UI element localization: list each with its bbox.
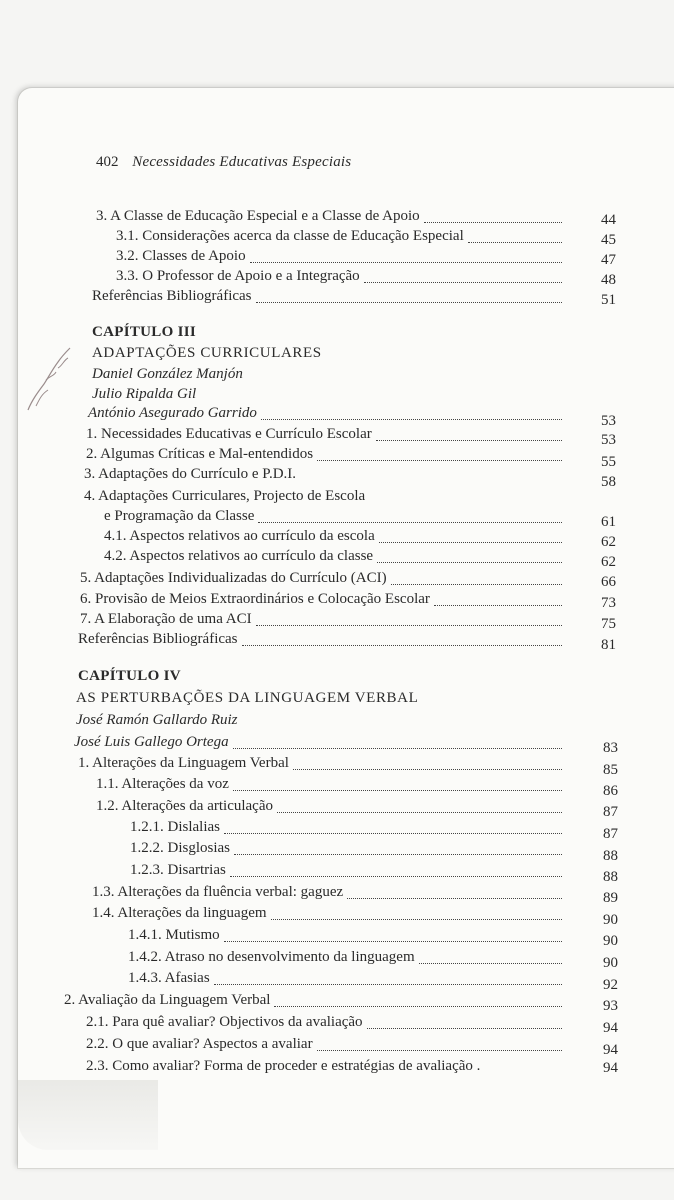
toc-entry: José Luis Gallego Ortega xyxy=(74,734,566,754)
toc-page: 44 xyxy=(601,212,616,228)
toc-page: 48 xyxy=(601,272,616,288)
toc-page: 89 xyxy=(603,890,618,906)
toc-page: 90 xyxy=(603,955,618,971)
toc-page: 88 xyxy=(603,869,618,885)
toc-page: 87 xyxy=(603,804,618,820)
toc-page: 45 xyxy=(601,232,616,248)
toc-entry: 3.2. Classes de Apoio xyxy=(116,248,566,268)
toc-entry: 1.4.2. Atraso no desenvolvimento da linguagem xyxy=(128,949,566,969)
toc-page: 81 xyxy=(601,637,616,653)
toc-page: 62 xyxy=(601,534,616,550)
toc-page: 58 xyxy=(601,474,616,490)
toc-entry: 2.2. O que avaliar? Aspectos a avaliar xyxy=(86,1036,566,1056)
toc-page: 62 xyxy=(601,554,616,570)
toc-page: 94 xyxy=(603,1020,618,1036)
book-title: Necessidades Educativas Especiais xyxy=(132,154,352,170)
chapter-author: Julio Ripalda Gil xyxy=(92,386,197,402)
toc-page: 92 xyxy=(603,977,618,993)
toc-page: 53 xyxy=(601,432,616,448)
toc-page: 47 xyxy=(601,252,616,268)
toc-entry: 1.2. Alterações da articulação xyxy=(96,798,566,818)
chapter-heading: CAPÍTULO IV xyxy=(78,668,181,684)
toc-entry: 6. Provisão de Meios Extraordinários e Colocação Escolar xyxy=(80,591,566,611)
chapter-title: AS PERTURBAÇÕES DA LINGUAGEM VERBAL xyxy=(76,690,419,706)
toc-page: 90 xyxy=(603,933,618,949)
toc-entry: 5. Adaptações Individualizadas do Currículo (ACI) xyxy=(80,570,566,590)
toc-page: 83 xyxy=(603,740,618,756)
toc-page: 55 xyxy=(601,454,616,470)
toc-entry: 4.2. Aspectos relativos ao currículo da classe xyxy=(104,548,566,568)
page-corner-shadow xyxy=(18,1080,158,1150)
toc-entry: 1. Alterações da Linguagem Verbal xyxy=(78,755,566,775)
toc-page: 94 xyxy=(603,1060,618,1076)
toc-page: 51 xyxy=(601,292,616,308)
toc-entry: 1.2.1. Dislalias xyxy=(130,819,566,839)
toc-entry: 1.1. Alterações da voz xyxy=(96,776,566,796)
toc-entry: 3.1. Considerações acerca da classe de Educação Especial xyxy=(116,228,566,248)
toc-entry: 1.4. Alterações da linguagem xyxy=(92,905,566,925)
toc-page: 73 xyxy=(601,595,616,611)
toc-entry: Referências Bibliográficas xyxy=(92,288,566,308)
toc-entry: 3. Adaptações do Currículo e P.D.I. xyxy=(84,466,297,482)
toc-page: 88 xyxy=(603,848,618,864)
toc-page: 75 xyxy=(601,616,616,632)
toc-page: 87 xyxy=(603,826,618,842)
toc-page: 66 xyxy=(601,574,616,590)
toc-entry: 4. Adaptações Curriculares, Projecto de Escola xyxy=(84,488,366,504)
toc-page: 90 xyxy=(603,912,618,928)
toc-entry: 4.1. Aspectos relativos ao currículo da escola xyxy=(104,528,566,548)
toc-page: 53 xyxy=(601,413,616,429)
toc-entry: 2.1. Para quê avaliar? Objectivos da avaliação xyxy=(86,1014,566,1034)
toc-entry: 2.3. Como avaliar? Forma de proceder e estratégias de avaliação . xyxy=(86,1058,481,1074)
toc-page: 85 xyxy=(603,762,618,778)
chapter-title: ADAPTAÇÕES CURRICULARES xyxy=(92,345,322,361)
page-number: 402 xyxy=(96,154,119,170)
toc-entry: 1.4.3. Afasias xyxy=(128,970,566,990)
toc-entry: 1.2.2. Disglosias xyxy=(130,840,566,860)
handwritten-annotation xyxy=(18,340,78,420)
toc-entry: 1.3. Alterações da fluência verbal: gaguez xyxy=(92,884,566,904)
toc-page: 93 xyxy=(603,998,618,1014)
chapter-author: José Ramón Gallardo Ruiz xyxy=(76,712,238,728)
toc-entry: 1. Necessidades Educativas e Currículo Escolar xyxy=(86,426,566,446)
running-header xyxy=(96,154,351,171)
toc-entry: 2. Algumas Críticas e Mal-entendidos xyxy=(86,446,566,466)
toc-entry: 3. A Classe de Educação Especial e a Classe de Apoio xyxy=(96,208,566,228)
chapter-heading: CAPÍTULO III xyxy=(92,324,197,340)
toc-page: 86 xyxy=(603,783,618,799)
toc-entry: 1.4.1. Mutismo xyxy=(128,927,566,947)
toc-entry: 3.3. O Professor de Apoio e a Integração xyxy=(116,268,566,288)
toc-page: 94 xyxy=(603,1042,618,1058)
toc-entry: 7. A Elaboração de uma ACI xyxy=(80,611,566,631)
toc-entry: e Programação da Classe xyxy=(104,508,566,528)
toc-entry: António Asegurado Garrido xyxy=(88,405,566,425)
toc-page: 61 xyxy=(601,514,616,530)
chapter-author: Daniel González Manjón xyxy=(92,366,243,382)
toc-entry: 2. Avaliação da Linguagem Verbal xyxy=(64,992,566,1012)
toc-entry: 1.2.3. Disartrias xyxy=(130,862,566,882)
toc-entry: Referências Bibliográficas xyxy=(78,631,566,651)
